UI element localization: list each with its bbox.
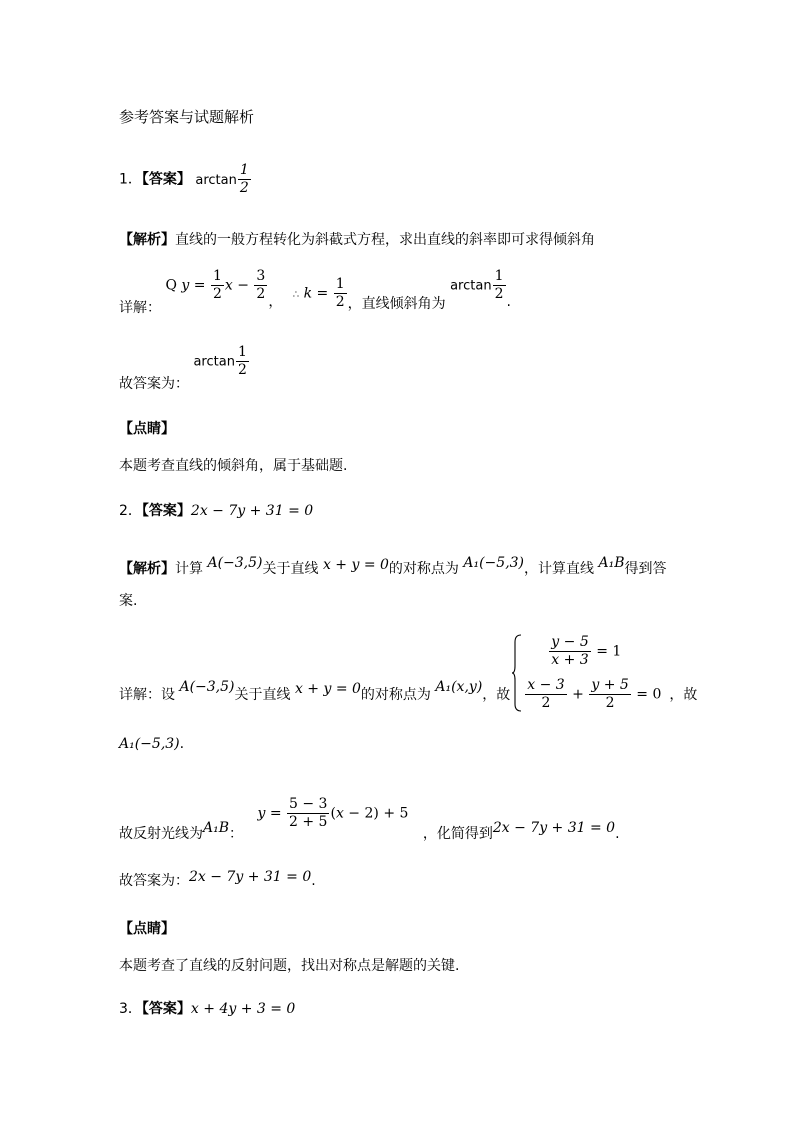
q3-number: 3． (119, 1001, 142, 1017)
q2-comment-text: 本题考查了直线的反射问题，找出对称点是解题的关键. (119, 958, 460, 974)
q1-answer-line (119, 162, 252, 197)
q1-number: 1． (119, 171, 142, 188)
q2-detail-line: 详解：设 A(−3,5)关于直线 x + y = 0的对称点为 A₁(x,y)，故 $\frac{y - 5}{x + 3}$ = 1 $\frac{x - 3}{2}$ + $\frac{y + 5}{2}$ = 0 ，故 (119, 634, 698, 711)
q1-comment-label: 【点睛】 (119, 421, 175, 437)
q1-analysis-line (119, 229, 595, 249)
q1-detail-equation: Q y = $\frac{1}{2}$ x − $\frac{3}{2}$ (165, 268, 266, 302)
page-header: 参考答案与试题解析 (119, 108, 255, 126)
q2-reflect-equation: y = $\frac{5 - 3}{2 + 5}$ (x − 2) + 5 (257, 796, 409, 830)
q2-analysis-line2: 案. (119, 593, 138, 609)
q2-number: 2． (119, 503, 142, 519)
q2-point-a1: A₁(−5,3) (463, 555, 525, 571)
q1-comment-text: 本题考查直线的倾斜角，属于基础题. (119, 458, 348, 474)
q2-point-a1-xy: A₁(x,y) (435, 679, 483, 695)
q2-detail-result: A₁(−5,3). (119, 736, 185, 752)
q1-detail-result-math: arctan $\frac{1}{2}$ (450, 268, 504, 302)
q3-answer-math: x + 4y + 3 = 0 (190, 1001, 296, 1017)
q2-line: x + y = 0 (322, 557, 389, 573)
q1-detail-slope: ∴ k = $\frac{1}{2}$ (292, 276, 345, 310)
q2-final-line: 故答案为：2x − 7y + 31 = 0. (119, 869, 316, 889)
analysis-label: 【解析】 (119, 232, 175, 248)
q2-line-a1b: A₁B (598, 555, 625, 571)
q2-reflect-line: 故反射光线为A₁B： y = $\frac{5 - 3}{2 + 5}$ (x − 2) + 5 ，化简得到2x − 7y + 31 = 0. (119, 796, 620, 842)
q2-point-a: A(−3,5) (207, 555, 263, 571)
q2-comment-label: 【点睛】 (119, 921, 175, 937)
q2-analysis-line1: 【解析】计算 A(−3,5)关于直线 x + y = 0的对称点为 A₁(−5,3)，计算直线 A₁B得到答 (119, 555, 667, 577)
q2-system: $\frac{y - 5}{x + 3}$ = 1 $\frac{x - 3}{2}$ + $\frac{y + 5}{2}$ = 0 (512, 634, 661, 712)
q1-detail-line: 详解： Q y = $\frac{1}{2}$ x − $\frac{3}{2}$ ， ∴ k = $\frac{1}{2}$ ，直线倾斜角为 arctan $\frac{1}{2}$ . (119, 268, 511, 316)
q1-answer-math: arctan $\frac{1}{2}$ (195, 162, 249, 196)
q1-final-line (119, 344, 250, 392)
q1-analysis-text: 直线的一般方程转化为斜截式方程，求出直线的斜率即可求得倾斜角 (175, 232, 595, 248)
q3-answer-line: 3．【答案】x + 4y + 3 = 0 (119, 1001, 296, 1017)
q1-detail-text: ，直线倾斜角为 (347, 295, 446, 312)
left-brace-icon (512, 634, 522, 712)
so-answer-label: 故答案为： (119, 375, 189, 392)
detail-label: 详解： (119, 299, 161, 316)
answer-label: 【答案】 (141, 171, 191, 188)
q1-final-math: arctan $\frac{1}{2}$ (193, 344, 247, 378)
q2-answer-math: 2x − 7y + 31 = 0 (190, 503, 314, 519)
q2-answer-line: 2．【答案】2x − 7y + 31 = 0 (119, 503, 314, 519)
